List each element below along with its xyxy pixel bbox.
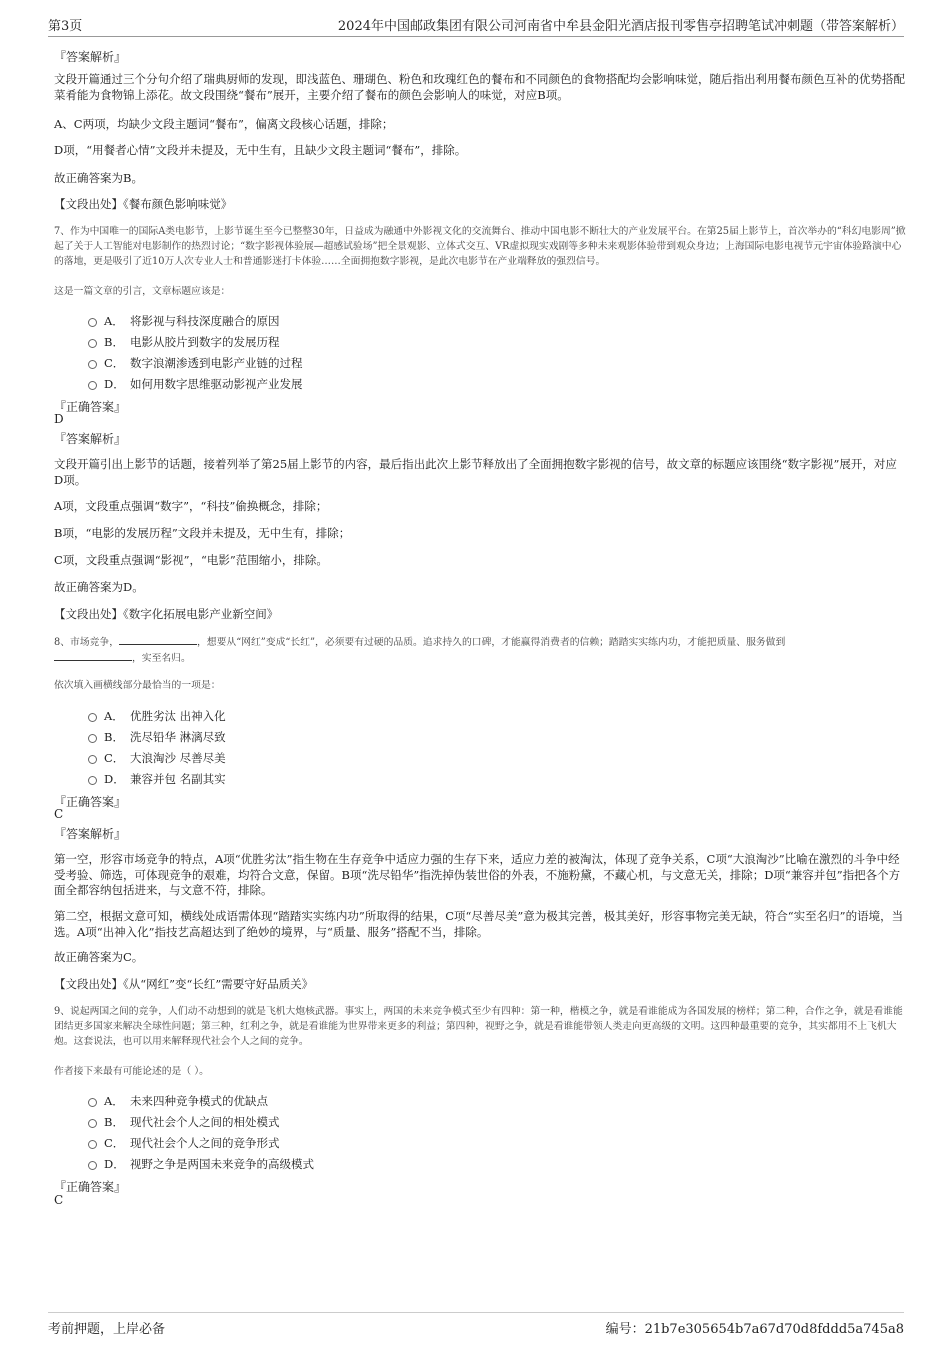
q9-option-c[interactable]: C． 现代社会个人之间的竞争形式 [88,1135,280,1151]
radio-icon[interactable] [88,1140,97,1149]
q8-option-c[interactable]: C． 大浪淘沙 尽善尽美 [88,750,226,766]
q7-stem: 7、作为中国唯一的国际A类电影节，上影节诞生至今已整整30年，日益成为融通中外影视文化的交流舞台、推动中国电影不断壮大的产业发展平台。在第25届上影节上，首次举办的“科幻电影周”掀起了关于人工智能对电影制作的热烈讨论；“数字影视体验展—超感试验场”把全景观影、立体式交互、VR虚拟现实戏剧等多种未来观影体验带到观众身边；上海国际电影电视节元宇宙体验路演中心的落地，更是吸引了近10万人次专业人士和普通影迷打卡体验……全面拥抱数字影视，是此次电影节在产业端释放的强烈信号。 [54,226,906,267]
q9-option-d[interactable]: D． 视野之争是两国未来竞争的高级模式 [88,1156,314,1172]
q8-correct-label: 『正确答案』 [54,795,127,809]
q9-answer: C [54,1193,64,1207]
q8-answer: C [54,807,64,821]
q7-correct-label: 『正确答案』 [54,400,127,414]
q7-analysis-p3: B项，“电影的发展历程”文段并未提及，无中生有，排除； [54,526,351,540]
radio-icon[interactable] [88,734,97,743]
q8-prompt: 依次填入画横线部分最恰当的一项是： [54,680,221,691]
q6-analysis-p4: 故正确答案为B。 [54,171,143,185]
q8-analysis-p3: 故正确答案为C。 [54,950,144,964]
page-header [48,14,904,37]
q6-source: 【文段出处】《餐布颜色影响味觉》 [54,197,233,211]
page-number: 第3页 [48,19,83,34]
q8-source: 【文段出处】《从“网红”变“长红”需要守好品质关》 [54,977,314,991]
radio-icon[interactable] [88,776,97,785]
blank-line [54,650,132,661]
document-title: 2024年中国邮政集团有限公司河南省中牟县金阳光酒店报刊零售亭招聘笔试冲刺题（带答案解析） [337,19,904,34]
q6-analysis-label: 『答案解析』 [54,50,127,64]
q7-option-d[interactable]: D． 如何用数字思维驱动影视产业发展 [88,376,303,392]
q7-option-b[interactable]: B． 电影从胶片到数字的发展历程 [88,334,280,350]
q6-analysis-p2: A、C两项，均缺少文段主题词“餐布”，偏离文段核心话题，排除； [54,117,394,131]
q7-option-a[interactable]: A． 将影视与科技深度融合的原因 [88,313,280,329]
q7-analysis-p1: 文段开篇引出上影节的话题，接着列举了第25届上影节的内容，最后指出此次上影节释放出了全面拥抱数字影视的信号，故文章的标题应该围绕“数字影视”展开，对应D项。 [54,457,897,487]
q8-analysis-p2: 第二空，根据文意可知，横线处成语需体现“踏踏实实练内功”所取得的结果，C项“尽善尽美”意为极其完善，极其美好，形容事物完美无缺，符合“实至名归”的语境，当选。A项“出神入化”指技艺高超达到了绝妙的境界，与“质量、服务”搭配不当，排除。 [54,909,904,939]
footer-slogan: 考前押题，上岸必备 [48,1322,166,1337]
q8-option-a[interactable]: A． 优胜劣汰 出神入化 [88,708,226,724]
radio-icon[interactable] [88,713,97,722]
q7-analysis-p5: 故正确答案为D。 [54,580,144,594]
radio-icon[interactable] [88,381,97,390]
document-id: 编号：21b7e305654b7a67d70d8fddd5a745a8 [605,1322,904,1337]
q6-analysis-p3: D项，“用餐者心情”文段并未提及，无中生有，且缺少文段主题词“餐布”，排除。 [54,143,467,157]
page-footer [48,1312,904,1337]
q9-stem: 9、说起两国之间的竞争，人们动不动想到的就是飞机大炮核武器。事实上，两国的未来竞争模式至少有四种：第一种，楷模之争，就是看谁能成为各国发展的榜样；第二种，合作之争，就是看谁能团结更多国家来解决全球性问题；第三种，红利之争，就是看谁能为世界带来更多的利益；第四种，视野之争，就是看谁能带领人类走向更高级的文明。这四种最重要的竞争，其实都用不上飞机大炮。这套说法，也可以用来解释现代社会个人之间的竞争。 [54,1006,903,1047]
q7-option-c[interactable]: C． 数字浪潮渗透到电影产业链的过程 [88,355,303,371]
q8-option-d[interactable]: D． 兼容并包 名副其实 [88,771,226,787]
q6-analysis-p1: 文段开篇通过三个分句介绍了瑞典厨师的发现，即浅蓝色、珊瑚色、粉色和玫瑰红色的餐布和不同颜色的食物搭配均会影响味觉，随后指出利用餐布颜色互补的优势搭配菜肴能为食物锦上添花。故文段围绕“餐布”展开，主要介绍了餐布的颜色会影响人的味觉，对应B项。 [54,72,905,102]
q7-answer: D [54,412,64,426]
radio-icon[interactable] [88,1098,97,1107]
q7-analysis-p2: A项，文段重点强调“数字”，“科技”偷换概念，排除； [54,499,328,513]
radio-icon[interactable] [88,318,97,327]
q8-analysis-p1: 第一空，形容市场竞争的特点，A项“优胜劣汰”指生物在生存竞争中适应力强的生存下来，适应力差的被淘汰，体现了竞争关系，C项“大浪淘沙”比喻在激烈的斗争中经受考验、筛选，可体现竞争的艰难，均符合文意，保留。B项“洗尽铅华”指洗掉伪装世俗的外表，不施粉黛，不藏心机，与文意无关，排除；D项“兼容并包”指把各个方面全都容纳包括进来，与文意不符，排除。 [54,852,901,897]
q8-option-b[interactable]: B． 洗尽铅华 淋漓尽致 [88,729,226,745]
q9-option-a[interactable]: A． 未来四种竞争模式的优缺点 [88,1093,268,1109]
q7-prompt: 这是一篇文章的引言，文章标题应该是： [54,286,231,297]
q7-source: 【文段出处】《数字化拓展电影产业新空间》 [54,607,279,621]
q9-prompt: 作者接下来最有可能论述的是（ ）。 [54,1066,209,1077]
radio-icon[interactable] [88,360,97,369]
q7-analysis-label: 『答案解析』 [54,432,127,446]
radio-icon[interactable] [88,755,97,764]
radio-icon[interactable] [88,1161,97,1170]
radio-icon[interactable] [88,1119,97,1128]
q8-analysis-label: 『答案解析』 [54,827,127,841]
radio-icon[interactable] [88,339,97,348]
blank-line [119,634,197,645]
q9-option-b[interactable]: B． 现代社会个人之间的相处模式 [88,1114,280,1130]
q8-stem: 8、市场竞争， ，想要从“网红”变成“长红”，必须要有过硬的品质。追求持久的口碑，才能赢得消费者的信赖；踏踏实实练内功，才能把质量、服务做到 ，实至名归。 [54,634,906,666]
q7-analysis-p4: C项，文段重点强调“影视”，“电影”范围缩小，排除。 [54,553,328,567]
q9-correct-label: 『正确答案』 [54,1180,127,1194]
